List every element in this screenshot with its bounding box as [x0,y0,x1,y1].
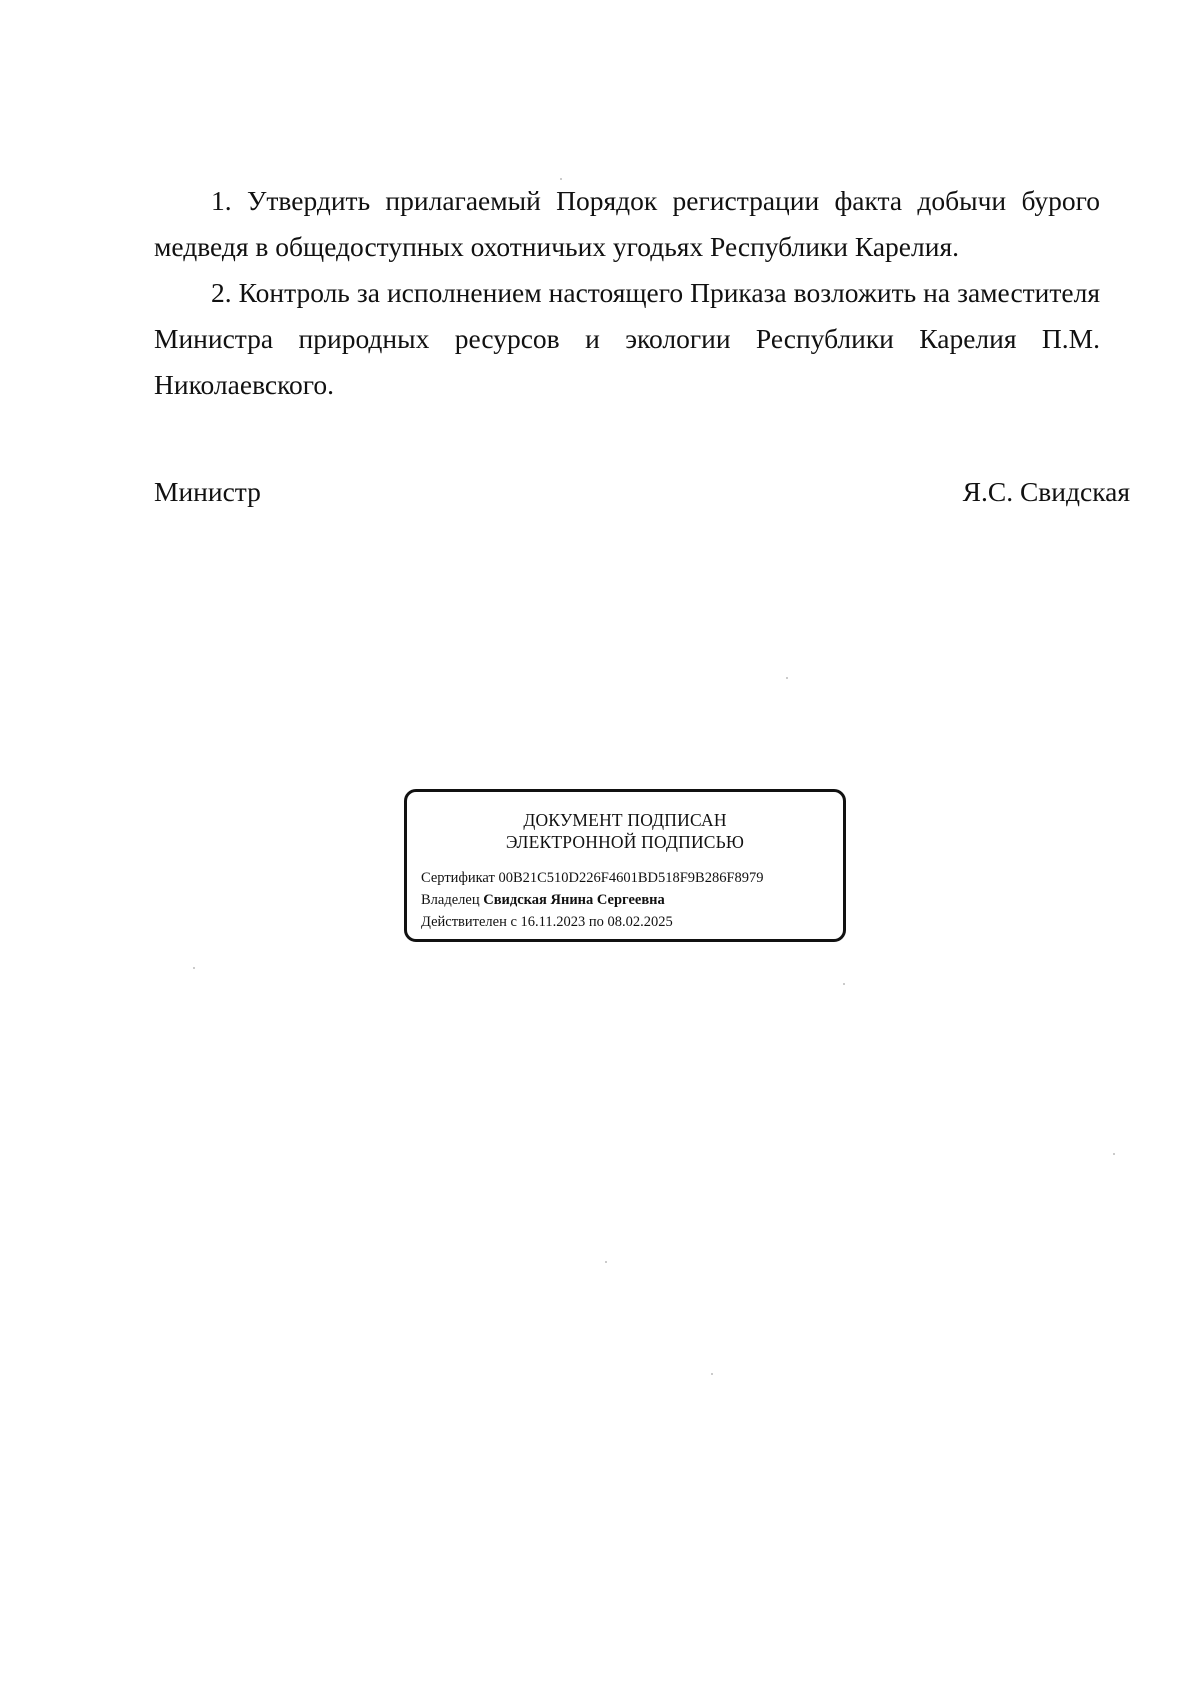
owner-label: Владелец [421,892,480,908]
certificate-label: Сертификат [421,870,495,886]
validity-label: Действителен [421,914,507,930]
signature-block [154,472,1130,512]
stamp-title-line-2: ЭЛЕКТРОННОЙ ПОДПИСЬЮ [505,832,745,852]
validity-to-date: 08.02.2025 [607,914,673,930]
stamp-details [421,867,764,933]
electronic-signature-stamp [404,789,846,942]
stamp-validity-row [421,911,764,933]
scan-speck [193,967,195,969]
scan-speck [711,1373,713,1375]
validity-from-prefix: с [510,914,517,930]
signatory-name: Я.С. Свидская [962,476,1130,507]
scan-speck [560,178,562,180]
validity-from-date: 16.11.2023 [520,914,586,930]
stamp-certificate-row [421,867,764,889]
signatory-position: Министр [154,476,261,507]
paragraph-1: 1. Утвердить прилагаемый Порядок регистрации факта добычи бурого медведя в общедоступных охотничьих угодьях Республики Карелия. [154,185,1100,262]
paragraph-2: 2. Контроль за исполнением настоящего Приказа возложить на заместителя Министра природных ресурсов и экологии Республики Карелия П.М. Николаевского. [154,277,1100,400]
stamp-owner-row [421,889,764,911]
scan-speck [843,983,845,985]
scan-speck [786,677,788,679]
stamp-title [407,809,843,853]
scan-speck [1113,1153,1115,1155]
scan-speck [605,1261,607,1263]
validity-to-prefix: по [588,914,604,930]
certificate-value: 00B21C510D226F4601BD518F9B286F8979 [498,870,764,886]
document-body [154,178,1100,408]
stamp-title-line-1: ДОКУМЕНТ ПОДПИСАН [523,810,727,830]
owner-value: Свидская Янина Сергеевна [483,892,665,908]
